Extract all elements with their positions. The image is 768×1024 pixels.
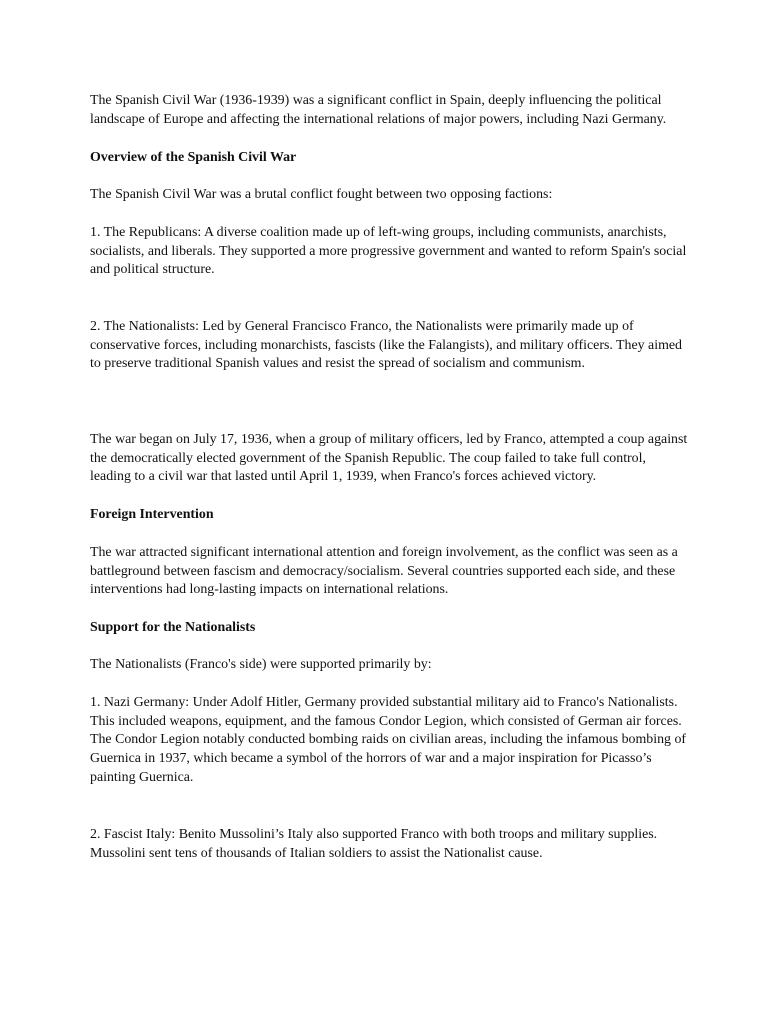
republicans-paragraph: 1. The Republicans: A diverse coalition made up of left-wing groups, including communists, anarchists, socialists, and liberals. They supported a more progressive government and wanted to reform Spain's social and political structure.	[90, 225, 687, 278]
overview-intro-paragraph: The Spanish Civil War was a brutal conflict fought between two opposing factions:	[90, 187, 553, 202]
heading-overview: Overview of the Spanish Civil War	[90, 150, 297, 165]
support-intro-paragraph: The Nationalists (Franco's side) were supported primarily by:	[90, 657, 432, 672]
war-began-paragraph: The war began on July 17, 1936, when a group of military officers, led by Franco, attempted a coup against the democratically elected government of the Spanish Republic. The coup failed to take full control, leading to a civil war that lasted until April 1, 1939, when Franco's forces achieved victory.	[90, 432, 688, 485]
heading-support-nationalists: Support for the Nationalists	[90, 620, 256, 635]
fascist-italy-paragraph: 2. Fascist Italy: Benito Mussolini’s Italy also supported Franco with both troops and military supplies. Mussolini sent tens of thousands of Italian soldiers to assist the Nationalist cause.	[90, 827, 658, 861]
nationalists-paragraph: 2. The Nationalists: Led by General Francisco Franco, the Nationalists were primarily made up of conservative forces, including monarchists, fascists (like the Falangists), and military officers. They aimed to preserve traditional Spanish values and resist the spread of socialism and communism.	[90, 319, 682, 372]
heading-foreign-intervention: Foreign Intervention	[90, 507, 214, 522]
foreign-intervention-paragraph: The war attracted significant international attention and foreign involvement, as the conflict was seen as a battleground between fascism and democracy/socialism. Several countries supported each side, and these interventions had long-lasting impacts on international relations.	[90, 545, 678, 598]
nazi-germany-paragraph: 1. Nazi Germany: Under Adolf Hitler, Germany provided substantial military aid to Franco's Nationalists. This included weapons, equipment, and the famous Condor Legion, which consisted of German air forces. The Condor Legion notably conducted bombing raids on civilian areas, including the infamous bombing of Guernica in 1937, which became a symbol of the horrors of war and a major inspiration for Picasso’s painting Guernica.	[90, 695, 687, 785]
intro-paragraph: The Spanish Civil War (1936-1939) was a significant conflict in Spain, deeply influencing the political landscape of Europe and affecting the international relations of major powers, including Nazi Germany.	[90, 93, 667, 127]
